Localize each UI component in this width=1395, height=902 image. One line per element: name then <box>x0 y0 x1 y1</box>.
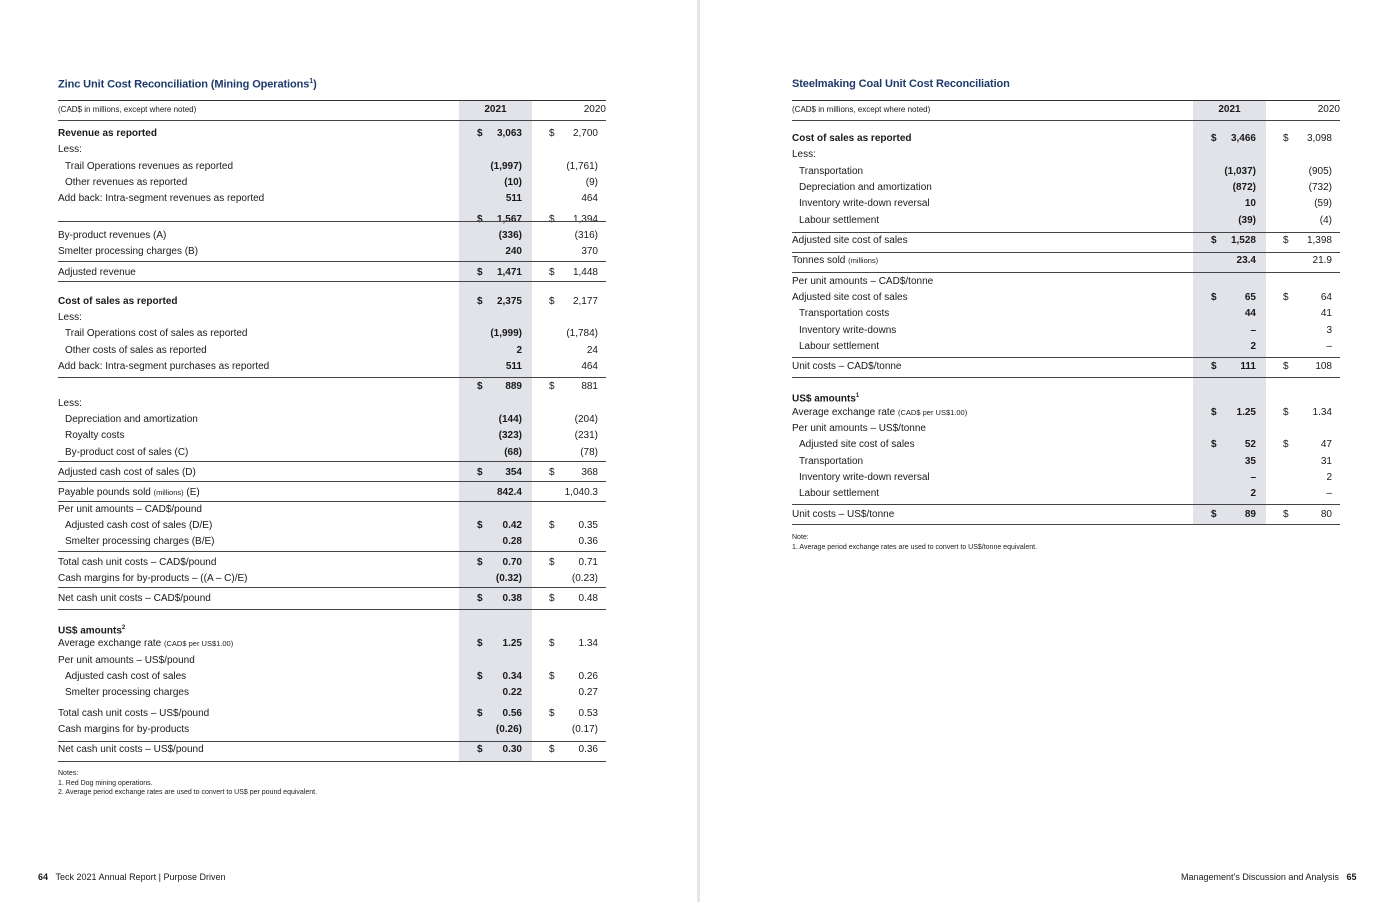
value-2021: 1,567 <box>496 214 522 225</box>
currency-2021: $ <box>477 520 483 531</box>
row-label: Smelter processing charges (B) <box>58 246 199 257</box>
header-rule <box>58 120 606 121</box>
currency-2021: $ <box>477 267 483 278</box>
row-label: Transportation <box>799 166 864 177</box>
note-line: 2. Average period exchange rates are used to convert to US$ per pound equivalent. <box>58 789 318 796</box>
currency-2021: $ <box>477 214 483 225</box>
note-line: Notes: <box>58 770 79 777</box>
currency-2020: $ <box>549 593 555 604</box>
currency-2021: $ <box>477 671 483 682</box>
row-rule <box>58 501 606 502</box>
currency-2020: $ <box>549 381 555 392</box>
value-2021: 0.42 <box>502 520 522 531</box>
row-label: Transportation <box>799 456 864 467</box>
currency-2020: $ <box>549 557 555 568</box>
table-row <box>792 306 1340 322</box>
currency-2020: $ <box>549 520 555 531</box>
row-label: Adjusted revenue <box>58 267 136 278</box>
year-2021-header: 2021 <box>1218 104 1241 115</box>
currency-2020: $ <box>1283 133 1289 144</box>
note-line: 1. Red Dog mining operations. <box>58 779 153 787</box>
value-2020: (59) <box>1314 198 1332 209</box>
currency-2020: $ <box>549 671 555 682</box>
currency-2020: $ <box>1283 439 1289 450</box>
value-2020: 3 <box>1326 325 1332 336</box>
row-label: Inventory write-down reversal <box>799 472 930 483</box>
currency-2020: $ <box>549 744 555 755</box>
table-row <box>58 428 606 444</box>
table-row <box>58 359 606 375</box>
value-2021: 0.70 <box>502 557 522 568</box>
currency-2020: $ <box>549 214 555 225</box>
value-2021: 2,375 <box>496 296 522 307</box>
row-rule <box>792 252 1340 253</box>
table-row <box>58 244 606 260</box>
table-row <box>792 470 1340 486</box>
value-2021: (0.26) <box>495 724 522 735</box>
row-label: US$ amounts$^1$ <box>792 393 860 405</box>
row-label: Net cash unit costs – US$/pound <box>58 744 204 755</box>
value-2020: 1,040.3 <box>564 487 598 498</box>
currency-2021: $ <box>477 467 483 478</box>
value-2020: 3,098 <box>1306 133 1332 144</box>
footnote-marker: 1 <box>855 393 860 399</box>
table-row <box>58 228 606 244</box>
row-label: Inventory write-down reversal <box>799 198 930 209</box>
row-rule <box>58 481 606 482</box>
value-2020: 1,448 <box>572 267 598 278</box>
value-2020: 80 <box>1320 509 1332 520</box>
row-rule <box>792 377 1340 378</box>
row-rule <box>58 609 606 610</box>
row-label: Average exchange rate (CAD$ per US$1.00) <box>792 407 968 418</box>
value-2021: 0.22 <box>502 687 522 698</box>
value-2020: (4) <box>1319 215 1332 226</box>
table-row <box>792 290 1340 306</box>
value-2020: (316) <box>574 230 598 241</box>
table-row <box>792 213 1340 229</box>
value-2021: (39) <box>1238 215 1256 226</box>
table-row <box>58 636 606 652</box>
row-label: Trail Operations revenues as reported <box>65 161 234 172</box>
table-row <box>792 233 1340 249</box>
value-2021: 3,063 <box>496 128 522 139</box>
row-label: Add back: Intra-segment purchases as reported <box>58 361 270 372</box>
table-row <box>58 571 606 587</box>
row-label: US$ amounts$^2$ <box>58 625 126 637</box>
table-row <box>792 421 1340 437</box>
row-label: Royalty costs <box>65 430 125 441</box>
header-rule <box>792 120 1340 121</box>
unit-note: (CAD$ in millions, except where noted) <box>792 105 931 114</box>
value-2020: 464 <box>581 193 598 204</box>
row-label: Less: <box>58 312 82 323</box>
row-label: Smelter processing charges <box>65 687 189 698</box>
table-row <box>792 454 1340 470</box>
value-2020: (0.17) <box>571 724 598 735</box>
value-2021: 354 <box>505 467 522 478</box>
row-rule <box>792 232 1340 233</box>
table-row <box>792 196 1340 212</box>
page-gutter <box>697 0 700 902</box>
right-notes <box>792 533 1037 552</box>
value-2021: 52 <box>1244 439 1256 450</box>
table-row <box>58 294 606 310</box>
table-row <box>58 653 606 669</box>
value-2021: (144) <box>498 414 522 425</box>
table-row <box>58 465 606 481</box>
unit-qualifier: (CAD$ per US$1.00) <box>898 408 968 417</box>
year-2021-header: 2021 <box>484 104 507 115</box>
row-label: Average exchange rate (CAD$ per US$1.00) <box>58 638 234 649</box>
right-table-title: Steelmaking Coal Unit Cost Reconciliation <box>792 78 1010 90</box>
value-2021: 89 <box>1244 509 1256 520</box>
table-row <box>58 685 606 701</box>
row-label: Adjusted cash cost of sales <box>65 671 187 682</box>
row-rule <box>792 272 1340 273</box>
currency-2021: $ <box>477 593 483 604</box>
table-top-rule <box>792 100 1340 101</box>
value-2020: (732) <box>1308 182 1332 193</box>
value-2020: (905) <box>1308 166 1332 177</box>
currency-2021: $ <box>1211 133 1217 144</box>
value-2021: 23.4 <box>1236 255 1256 266</box>
table-row <box>58 159 606 175</box>
row-label: Less: <box>792 149 816 160</box>
currency-2021: $ <box>1211 361 1217 372</box>
row-label: Labour settlement <box>799 341 880 352</box>
row-label: Labour settlement <box>799 215 880 226</box>
row-label: Adjusted cash cost of sales (D) <box>58 467 196 478</box>
row-label: Per unit amounts – US$/tonne <box>792 423 926 434</box>
value-2020: 0.53 <box>578 708 598 719</box>
row-rule <box>58 741 606 742</box>
currency-2020: $ <box>549 128 555 139</box>
value-2021: 1,471 <box>496 267 522 278</box>
value-2020: 108 <box>1315 361 1332 372</box>
table-row <box>792 388 1340 404</box>
value-2020: 368 <box>581 467 598 478</box>
row-label: Inventory write-downs <box>799 325 897 336</box>
value-2021: 0.38 <box>502 593 522 604</box>
table-row <box>58 555 606 571</box>
row-label: Revenue as reported <box>58 128 157 139</box>
value-2021: 3,466 <box>1230 133 1256 144</box>
note-line: 1. Average period exchange rates are used to convert to US$/tonne equivalent. <box>792 543 1038 551</box>
currency-2021: $ <box>477 381 483 392</box>
row-label: Trail Operations cost of sales as reported <box>65 328 248 339</box>
right-footer <box>1181 872 1356 882</box>
value-2021: 2 <box>1250 488 1256 499</box>
row-rule <box>58 261 606 262</box>
table-header <box>58 102 606 118</box>
table-row <box>792 180 1340 196</box>
value-2021: (1,997) <box>490 161 522 172</box>
table-row <box>58 379 606 395</box>
currency-2020: $ <box>549 296 555 307</box>
value-2020: 464 <box>581 361 598 372</box>
value-2020: 0.48 <box>578 593 598 604</box>
left-table-title: Zinc Unit Cost Reconciliation (Mining Operations$^1$) <box>58 78 317 91</box>
table-row <box>792 323 1340 339</box>
row-label: Adjusted site cost of sales <box>799 439 915 450</box>
value-2020: 64 <box>1320 292 1332 303</box>
value-2020: 2 <box>1326 472 1332 483</box>
row-label: Add back: Intra-segment revenues as reported <box>58 193 265 204</box>
value-2021: 889 <box>505 381 522 392</box>
value-2020: (204) <box>574 414 598 425</box>
currency-2021: $ <box>1211 509 1217 520</box>
value-2021: 240 <box>505 246 522 257</box>
currency-2021: $ <box>1211 407 1217 418</box>
value-2020: 0.35 <box>578 520 598 531</box>
value-2020: 0.36 <box>578 744 598 755</box>
table-row <box>792 147 1340 163</box>
table-row <box>792 131 1340 147</box>
row-rule <box>58 461 606 462</box>
value-2021: 842.4 <box>496 487 522 498</box>
value-2020: – <box>1326 341 1332 352</box>
value-2021: 0.34 <box>502 671 522 682</box>
row-label: Less: <box>58 144 82 155</box>
value-2021: 1.25 <box>502 638 522 649</box>
table-row <box>58 534 606 550</box>
table-row <box>58 265 606 281</box>
value-2020: – <box>1326 488 1332 499</box>
currency-2020: $ <box>549 267 555 278</box>
row-label: Tonnes sold (millions) <box>792 255 879 266</box>
row-label: Total cash unit costs – CAD$/pound <box>58 557 217 568</box>
row-label: Cash margins for by-products – ((A – C)/E) <box>58 573 248 584</box>
value-2021: 44 <box>1244 308 1256 319</box>
table-row <box>792 339 1340 355</box>
value-2020: (1,784) <box>566 328 598 339</box>
table-row <box>58 742 606 758</box>
value-2020: (9) <box>585 177 598 188</box>
value-2021: 1,528 <box>1230 235 1256 246</box>
table-row <box>58 191 606 207</box>
value-2021: 511 <box>505 193 522 204</box>
row-label: Adjusted site cost of sales <box>792 235 908 246</box>
table-row <box>58 310 606 326</box>
row-rule <box>58 761 606 762</box>
report-title: Teck 2021 Annual Report | Purpose Driven <box>55 872 226 882</box>
value-2020: 1,398 <box>1306 235 1332 246</box>
currency-2021: $ <box>1211 292 1217 303</box>
value-2021: (872) <box>1232 182 1256 193</box>
table-row <box>58 591 606 607</box>
value-2021: (68) <box>504 447 522 458</box>
row-rule <box>792 504 1340 505</box>
table-row <box>58 343 606 359</box>
value-2020: 21.9 <box>1312 255 1332 266</box>
row-label: Depreciation and amortization <box>65 414 198 425</box>
value-2021: (0.32) <box>495 573 522 584</box>
value-2020: 2,700 <box>572 128 598 139</box>
value-2020: 0.71 <box>578 557 598 568</box>
section-title: Management’s Discussion and Analysis <box>1181 872 1339 882</box>
value-2021: 511 <box>505 361 522 372</box>
row-rule <box>58 281 606 282</box>
table-row <box>58 620 606 636</box>
row-label: By-product cost of sales (C) <box>65 447 189 458</box>
value-2020: (231) <box>574 430 598 441</box>
value-2020: 1.34 <box>578 638 598 649</box>
row-label: Payable pounds sold (millions) (E) <box>58 487 200 498</box>
table-row <box>792 486 1340 502</box>
value-2020: 1.34 <box>1312 407 1332 418</box>
table-row <box>792 359 1340 375</box>
currency-2021: $ <box>477 296 483 307</box>
row-label: Cost of sales as reported <box>792 133 912 144</box>
table-row <box>792 507 1340 523</box>
currency-2021: $ <box>477 708 483 719</box>
value-2021: 2 <box>516 345 522 356</box>
row-label: Adjusted site cost of sales <box>792 292 908 303</box>
currency-2021: $ <box>1211 439 1217 450</box>
value-2021: 111 <box>1240 361 1256 372</box>
value-2021: 65 <box>1244 292 1256 303</box>
unit-note: (CAD$ in millions, except where noted) <box>58 105 197 114</box>
value-2020: 41 <box>1320 308 1332 319</box>
table-row <box>58 502 606 518</box>
table-row <box>792 274 1340 290</box>
table-row <box>58 326 606 342</box>
row-label: Other revenues as reported <box>65 177 188 188</box>
currency-2021: $ <box>477 638 483 649</box>
row-label: Smelter processing charges (B/E) <box>65 536 215 547</box>
left-footer <box>38 872 225 882</box>
row-label: Cash margins for by-products <box>58 724 190 735</box>
row-rule <box>58 221 606 222</box>
currency-2020: $ <box>549 708 555 719</box>
row-label: Unit costs – CAD$/tonne <box>792 361 902 372</box>
value-2020: 0.36 <box>578 536 598 547</box>
unit-qualifier: (CAD$ per US$1.00) <box>164 639 234 648</box>
value-2020: 881 <box>581 381 598 392</box>
row-label: Per unit amounts – CAD$/pound <box>58 504 202 515</box>
table-row <box>58 706 606 722</box>
row-label: Total cash unit costs – US$/pound <box>58 708 210 719</box>
note-line: Note: <box>792 534 809 541</box>
row-rule <box>792 524 1340 525</box>
value-2021: – <box>1250 325 1256 336</box>
row-label: Per unit amounts – US$/pound <box>58 655 195 666</box>
table-row <box>58 722 606 738</box>
row-label: Labour settlement <box>799 488 880 499</box>
value-2020: 2,177 <box>572 296 598 307</box>
page-number: 65 <box>1346 872 1357 882</box>
table-row <box>58 142 606 158</box>
table-header <box>792 102 1340 118</box>
table-row <box>792 405 1340 421</box>
table-row <box>58 212 606 228</box>
currency-2020: $ <box>1283 361 1289 372</box>
table-row <box>58 412 606 428</box>
table-row <box>792 164 1340 180</box>
page-number: 64 <box>38 872 49 882</box>
row-label: Net cash unit costs – CAD$/pound <box>58 593 211 604</box>
currency-2020: $ <box>1283 235 1289 246</box>
value-2020: 0.26 <box>578 671 598 682</box>
table-row <box>58 175 606 191</box>
value-2020: (0.23) <box>571 573 598 584</box>
table-row <box>58 485 606 501</box>
currency-2021: $ <box>477 557 483 568</box>
value-2021: 0.28 <box>502 536 522 547</box>
currency-2020: $ <box>549 638 555 649</box>
row-label: By-product revenues (A) <box>58 230 167 241</box>
table-row <box>58 518 606 534</box>
currency-2020: $ <box>1283 509 1289 520</box>
table-row <box>58 396 606 412</box>
table-row <box>58 126 606 142</box>
value-2021: 1.25 <box>1236 407 1256 418</box>
row-label: Depreciation and amortization <box>799 182 932 193</box>
value-2020: (78) <box>580 447 598 458</box>
table-row <box>58 669 606 685</box>
value-2020: (1,761) <box>566 161 598 172</box>
unit-qualifier: (millions) <box>848 256 879 265</box>
value-2021: (1,037) <box>1224 166 1256 177</box>
year-2020-header: 2020 <box>1317 104 1340 115</box>
value-2021: (1,999) <box>490 328 522 339</box>
footnote-marker: 2 <box>121 625 126 631</box>
row-rule <box>58 551 606 552</box>
left-notes <box>58 769 317 798</box>
row-rule <box>792 357 1340 358</box>
unit-qualifier: (millions) <box>153 488 184 497</box>
value-2020: 47 <box>1320 439 1332 450</box>
value-2020: 31 <box>1320 456 1332 467</box>
value-2021: 10 <box>1244 198 1256 209</box>
table-row <box>58 445 606 461</box>
row-label: Less: <box>58 398 82 409</box>
row-label: Cost of sales as reported <box>58 296 178 307</box>
row-label: Adjusted cash cost of sales (D/E) <box>65 520 213 531</box>
row-rule <box>58 377 606 378</box>
value-2021: (10) <box>504 177 522 188</box>
value-2021: 0.56 <box>502 708 522 719</box>
row-label: Unit costs – US$/tonne <box>792 509 895 520</box>
row-rule <box>58 587 606 588</box>
table-row <box>792 437 1340 453</box>
row-label: Other costs of sales as reported <box>65 345 207 356</box>
value-2020: 24 <box>586 345 598 356</box>
value-2021: 2 <box>1250 341 1256 352</box>
currency-2021: $ <box>1211 235 1217 246</box>
value-2020: 370 <box>581 246 598 257</box>
currency-2020: $ <box>1283 292 1289 303</box>
value-2021: 35 <box>1244 456 1256 467</box>
value-2021: 0.30 <box>502 744 522 755</box>
currency-2020: $ <box>549 467 555 478</box>
row-label: Transportation costs <box>799 308 890 319</box>
year-2020-header: 2020 <box>583 104 606 115</box>
value-2020: 0.27 <box>578 687 598 698</box>
table-row <box>792 253 1340 269</box>
value-2021: – <box>1250 472 1256 483</box>
row-label: Per unit amounts – CAD$/tonne <box>792 276 934 287</box>
value-2020: 1,394 <box>572 214 598 225</box>
currency-2021: $ <box>477 744 483 755</box>
table-top-rule <box>58 100 606 101</box>
currency-2020: $ <box>1283 407 1289 418</box>
value-2021: (323) <box>498 430 522 441</box>
value-2021: (336) <box>498 230 522 241</box>
currency-2021: $ <box>477 128 483 139</box>
